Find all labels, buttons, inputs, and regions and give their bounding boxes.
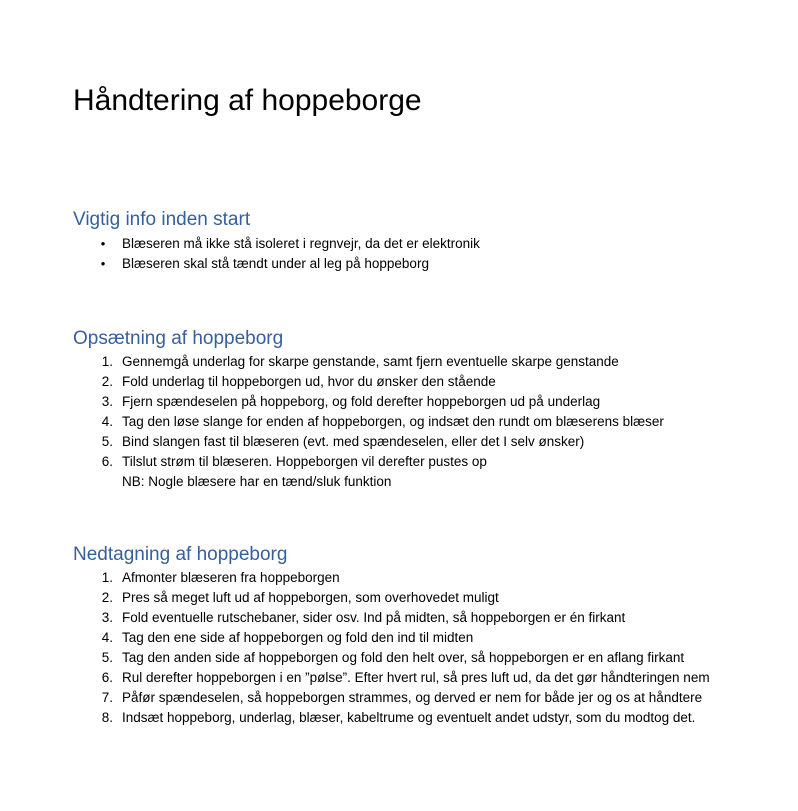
- list-item: [73, 608, 773, 628]
- step-number: 8.: [101, 710, 113, 725]
- step-note: NB: Nogle blæsere har en tænd/sluk funktion: [122, 474, 392, 489]
- list-item: [73, 668, 773, 688]
- important-info-list: [73, 234, 773, 274]
- section-important-info: [73, 208, 773, 274]
- step-text: Pres så meget luft ud af hoppeborgen, som overhovedet muligt: [122, 590, 499, 605]
- step-number: 6.: [101, 670, 113, 685]
- step-text: Tag den løse slange for enden af hoppeborgen, og indsæt den rundt om blæserens blæser: [122, 414, 664, 429]
- section-heading-setup: Opsætning af hoppeborg: [73, 328, 284, 349]
- step-text: Fold underlag til hoppeborgen ud, hvor du ønsker den stående: [122, 374, 496, 389]
- step-text: Indsæt hoppeborg, underlag, blæser, kabeltrume og eventuelt andet udstyr, som du modtog det.: [122, 710, 696, 725]
- step-number: 5.: [101, 434, 113, 449]
- list-item: [73, 648, 773, 668]
- list-item: [73, 708, 773, 728]
- step-text: Fold eventuelle rutschebaner, sider osv. Ind på midten, så hoppeborgen er én firkant: [122, 610, 626, 625]
- step-number: 6.: [101, 454, 113, 469]
- list-item: [73, 372, 773, 392]
- section-setup: [73, 327, 773, 492]
- step-number: 4.: [101, 630, 113, 645]
- section-heading-important-info: Vigtig info inden start: [73, 209, 251, 230]
- section-heading-takedown: Nedtagning af hoppeborg: [73, 544, 288, 565]
- list-item: [73, 254, 773, 274]
- step-text: Gennemgå underlag for skarpe genstande, samt fjern eventuelle skarpe genstande: [122, 354, 619, 369]
- list-item-text: Blæseren må ikke stå isoleret i regnvejr, da det er elektronik: [122, 236, 480, 251]
- step-number: 2.: [101, 590, 113, 605]
- step-number: 1.: [101, 570, 113, 585]
- list-item-text: Blæseren skal stå tændt under al leg på hoppeborg: [122, 256, 429, 271]
- list-item: [73, 412, 773, 432]
- list-item: [73, 452, 773, 492]
- list-item: [73, 352, 773, 372]
- document-title: Håndtering af hoppeborge: [73, 84, 422, 117]
- list-item: [73, 234, 773, 254]
- step-number: 2.: [101, 374, 113, 389]
- bullet-icon: •: [100, 236, 106, 251]
- step-text: Tilslut strøm til blæseren. Hoppeborgen vil derefter pustes op: [122, 454, 487, 469]
- takedown-steps-list: [73, 568, 773, 728]
- list-item: [73, 432, 773, 452]
- section-takedown: [73, 543, 773, 728]
- step-text: Rul derefter hoppeborgen i en ”pølse”. Efter hvert rul, så pres luft ud, da det gør håndteringen nem: [122, 670, 710, 685]
- step-number: 7.: [101, 690, 113, 705]
- step-text: Fjern spændeselen på hoppeborg, og fold derefter hoppeborgen ud på underlag: [122, 394, 601, 409]
- list-item: [73, 688, 773, 708]
- list-item: [73, 628, 773, 648]
- step-number: 5.: [101, 650, 113, 665]
- step-number: 3.: [101, 610, 113, 625]
- list-item: [73, 392, 773, 412]
- step-number: 1.: [101, 354, 113, 369]
- list-item: [73, 588, 773, 608]
- step-text: Afmonter blæseren fra hoppeborgen: [122, 570, 340, 585]
- step-text: Påfør spændeselen, så hoppeborgen strammes, og derved er nem for både jer og os at håndtere: [122, 690, 703, 705]
- step-text: Tag den ene side af hoppeborgen og fold den ind til midten: [122, 630, 474, 645]
- step-text: Tag den anden side af hoppeborgen og fold den helt over, så hoppeborgen er en aflang firkant: [122, 650, 685, 665]
- step-number: 4.: [101, 414, 113, 429]
- list-item: [73, 568, 773, 588]
- step-number: 3.: [101, 394, 113, 409]
- setup-steps-list: [73, 352, 773, 492]
- step-text: Bind slangen fast til blæseren (evt. med spændeselen, eller det I selv ønsker): [122, 434, 585, 449]
- bullet-icon: •: [100, 256, 106, 271]
